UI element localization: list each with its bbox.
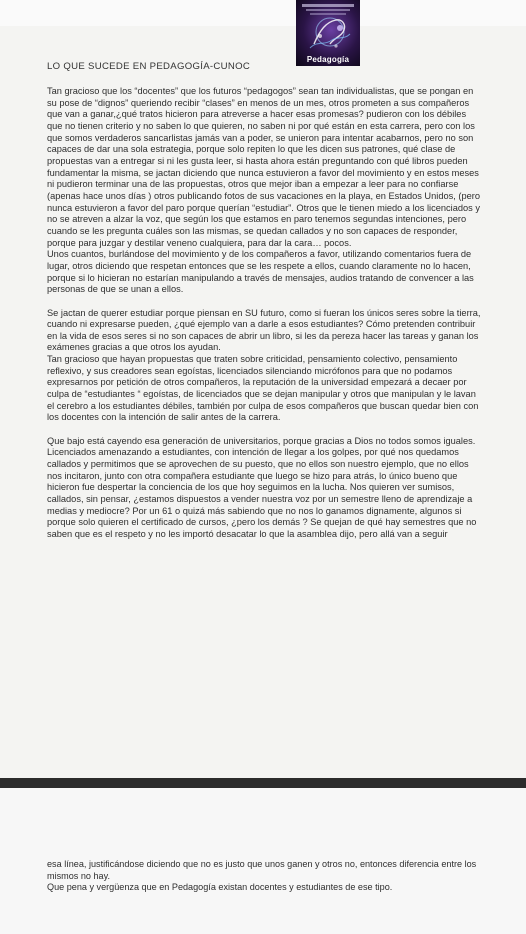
document-body [47,86,481,552]
page-title: LO QUE SUCEDE EN PEDAGOGÍA-CUNOC [47,61,251,72]
page-divider [0,778,526,788]
paragraph: esa línea, justificándose diciendo que no es justo que unos ganen y otros no, entonces diferencia entre los mismos no hay. [47,859,477,881]
paragraph: Tan gracioso que los “docentes” que los futuros “pedagogos” sean tan individualistas, que se pongan en su pose de “dignos” queriendo recibir “clases” en menos de un mes, otros prometen a sus compañeros que van a ganar,¿qué tratos hicieron para atreverse a hacer esas promesas? pudieron con los débiles que no tienen criterio y no saben lo que quieren, no saben ni por qué están en esta carrera, pero con los que somos verdaderos sancarlistas jamás van a poder, se unieron para intentar acabarnos, pero no son capaces de dar una sola estrategia, porque solo repiten lo que les dicen sus patrones, qué clase de propuestas van a entregar si ni les gusta leer, si hasta ahora están preguntando con qué libros pueden fundamentar la misma, se jactan diciendo que nunca estuvieron a favor del movimiento y en estos meses ni pudieron terminar una de las propuestas, otros que mejor iban a empezar a leer para no confiarse (apenas hace unos días ) otros publicando fotos de sus vacaciones en la playa, en Estados Unidos, (pero nunca estuvieron a favor del paro porque querían “estudiar”. Otros que le tienen miedo a los licenciados y no se atreven a alzar la voz, que según los que estamos en paro tenemos segundas intenciones, pero cuando se les pregunta cuáles son las mismas, se quedan callados y no son capaces de responder, porque para juzgar y destilar veneno cualquiera, para dar la cara… pocos. Unos cuantos, burlándose del movimiento y de los compañeros a favor, utilizando comentarios fuera de lugar, otros diciendo que respetan entonces que se les respete a ellos, cuando claramente no lo hacen, porque si lo hicieran no estarían manipulando a través de mensajes, audios tratando de convencer a las personas de que se unan a ellos. [47,86,480,295]
logo-label: Pedagogía [306,55,350,64]
pedagogia-logo [296,0,360,66]
page-top-band [0,0,526,26]
paragraph: Que pena y vergüenza que en Pedagogía existan docentes y estudiantes de ese tipo. [47,882,393,893]
paragraph: Que bajo está cayendo esa generación de universitarios, porque gracias a Dios no todos somos iguales. Licenciados amenazando a estudiantes, con intención de llegar a los golpes, por qué nos quedamos callados y permitimos que se aprovechen de su puesto, que no ellos son nuestro ejemplo, que no ellos nos incitaron, junto con otra compañera estudiante que luego se hizo para atrás, lo único bueno que hicieron fue despertar la conciencia de los que hoy seguimos en la lucha. Nos quieren ver sumisos, callados, sin pensar, ¿estamos dispuestos a vender nuestra voz por un semestre lleno de aprendizaje a medias y mediocre? Por un 61 o quizá más sabiendo que no nos lo ganamos dignamente, algunos si porque solo quieren el certificado de cursos, ¿pero los demás ? Se quejan de qué hay semestres que no saben que es el respeto y no les importó desacatar lo que la asamblea dijo, pero allá van a seguir [47,435,477,539]
logo-artwork-icon [296,0,360,56]
document-continuation [47,859,481,894]
paragraph: Se jactan de querer estudiar porque piensan en SU futuro, como si fueran los únicos seres sobre la tierra, cuando ni expresarse pueden, ¿qué ejemplo van a darle a esos estudiantes? Cómo pretenden contribuir en la vida de esos seres si no son capaces de abrir un libro, si les da pereza hacer las tareas y ganan los exámenes gracias a que otros los ayudan. Tan gracioso que hayan propuestas que traten sobre criticidad, pensamiento colectivo, pensamiento reflexivo, y sus creadores sean egoístas, licenciados silenciando micrófonos para que no podamos expresarnos por petición de otros compañeros, la reputación de la universidad empezará a decaer por culpa de “estudiantes “ egoístas, de licenciados que se dejan manipular y otros que manipulan y le lavan el cerebro a los estudiantes débiles, también por culpa de esos compañeros que buscan quedar bien con los docentes con la intención de salir antes de la carrera. [47,307,481,423]
